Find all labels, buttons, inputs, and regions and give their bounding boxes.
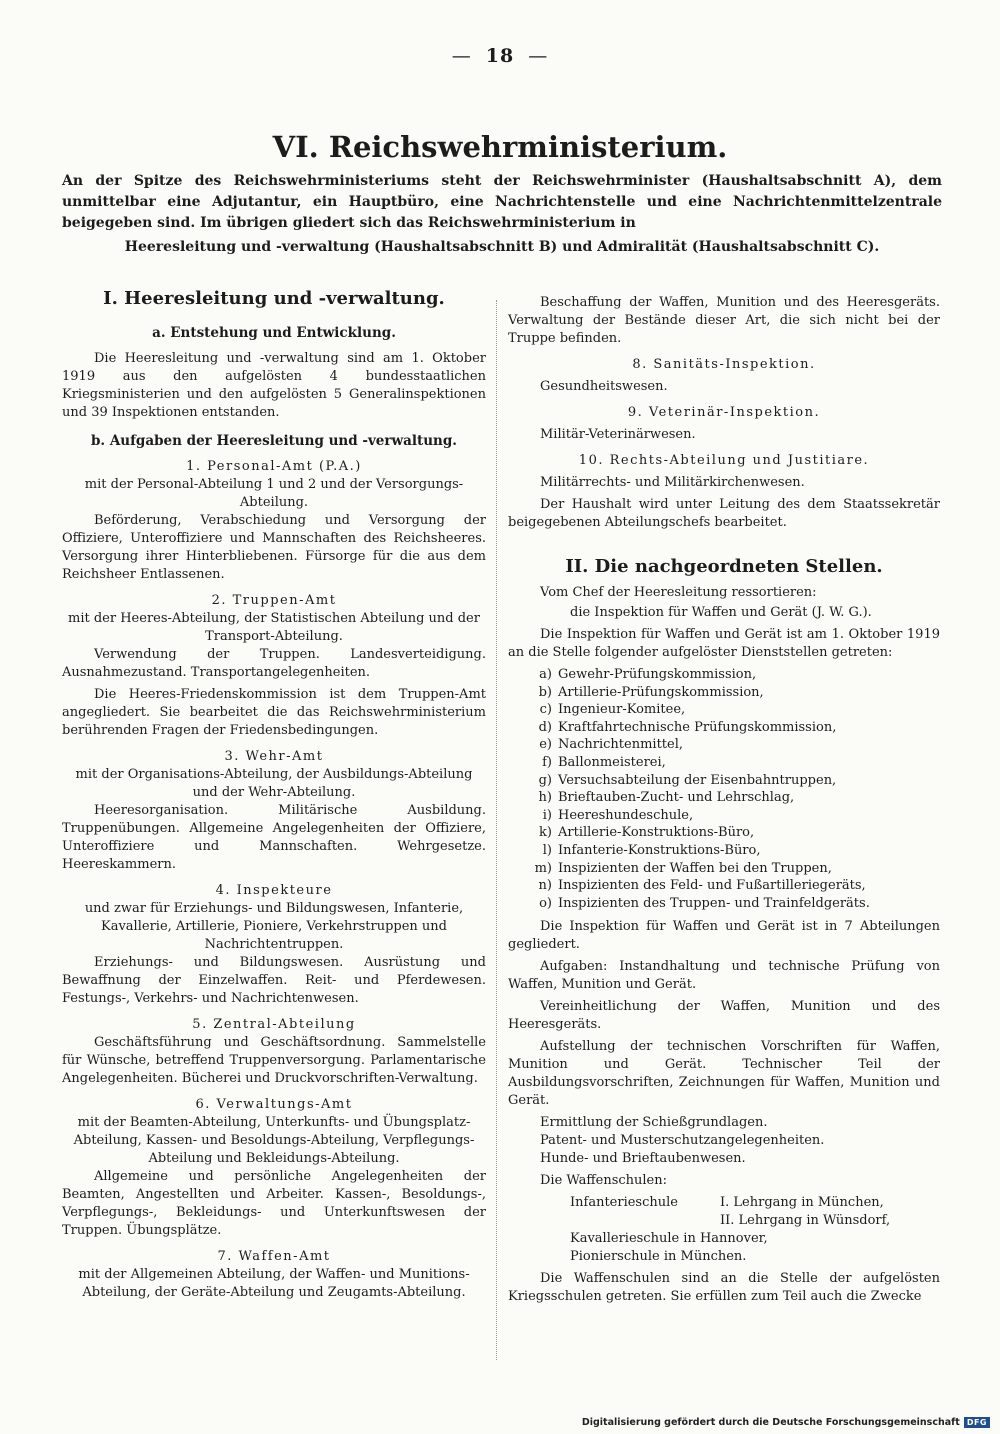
footer-text: Digitalisierung gefördert durch die Deutsche Forschungsgemeinschaft <box>581 1417 960 1428</box>
office-heading: 10. Rechts-Abteilung und Justitiare. <box>578 453 870 468</box>
office-heading: 5. Zentral-Abteilung <box>192 1017 356 1032</box>
right-column <box>508 294 940 1310</box>
list-item: c) Ingenieur-Komitee, <box>539 702 686 718</box>
office-heading: 6. Verwaltungs-Amt <box>195 1097 353 1112</box>
paragraph: Militär-Veterinärwesen. <box>540 427 696 442</box>
paragraph: Patent- und Musterschutzangelegenheiten. <box>540 1133 825 1149</box>
list-item: h) Brieftauben-Zucht- und Lehrschlag, <box>538 790 795 806</box>
office-heading: 8. Sanitäts-Inspektion. <box>632 357 816 372</box>
list-item: d) Kraftfahrtechnische Prüfungskommission, <box>538 719 837 735</box>
paragraph: Die Inspektion für Waffen und Gerät ist am 1. Oktober 1919 an die Stelle folgender aufgelöster Dienststellen getreten: <box>508 627 940 660</box>
page-title: VI. Reichswehrministerium. <box>272 130 728 164</box>
page-number: — 18 — <box>451 45 549 67</box>
paragraph: Erziehungs- und Bildungswesen. Ausrüstung und Bewaffnung der Einzelwaffen. Reit- und Pferdewesen. Festungs-, Verkehrs- und Nachrichtenwesen. <box>62 955 486 1006</box>
office-subline: mit der Beamten-Abteilung, Unterkunfts- und Übungsplatz-Abteilung, Kassen- und Besoldungs-Abteilung, Verpflegungs-Abteilung und Bekleidungs-Abteilung. <box>73 1115 475 1166</box>
section-heading-1: I. Heeresleitung und -verwaltung. <box>103 288 445 309</box>
office-subline: und zwar für Erziehungs- und Bildungswesen, Infanterie, Kavallerie, Artillerie, Pioniere, Verkehrstruppen und Nachrichtentruppen. <box>84 901 464 952</box>
list-item: g) Versuchsabteilung der Eisenbahntruppen, <box>538 772 837 788</box>
paragraph: Allgemeine und persönliche Angelegenheiten der Beamten, Angestellten und Arbeiter. Kassen-, Besoldungs-, Verpflegungs-, Bekleidungs- und Unterkunftswesen der Truppen. Übungsplätze. <box>62 1169 486 1238</box>
list-item: f) Ballonmeisterei, <box>542 754 666 770</box>
office-subline: mit der Personal-Abteilung 1 und 2 und der Versorgungs-Abteilung. <box>84 477 464 510</box>
office-subline: mit der Organisations-Abteilung, der Ausbildungs-Abteilung und der Wehr-Abteilung. <box>75 767 473 800</box>
subheading-b: b. Aufgaben der Heeresleitung und -verwaltung. <box>90 433 458 449</box>
office-heading: 4. Inspekteure <box>215 883 333 898</box>
paragraph: Die Heeres-Friedenskommission ist dem Truppen-Amt angegliedert. Sie bearbeitet die das Reichswehrministerium berührenden Fragen der Friedensbedingungen. <box>62 687 486 738</box>
paragraph: Vereinheitlichung der Waffen, Munition und des Heeresgeräts. <box>508 999 940 1033</box>
office-subline: mit der Allgemeinen Abteilung, der Waffen- und Munitions-Abteilung, der Geräte-Abteilung und Zeugamts-Abteilung. <box>78 1267 470 1300</box>
office-heading: 9. Veterinär-Inspektion. <box>627 405 821 420</box>
paragraph: Der Haushalt wird unter Leitung des dem Staatssekretär beigegebenen Abteilungschefs bearbeitet. <box>508 497 940 530</box>
list-item: n) Inspizienten des Feld- und Fußartilleriegeräts, <box>538 878 866 894</box>
section-heading-2: II. Die nachgeordneten Stellen. <box>565 556 883 577</box>
paragraph: Beschaffung der Waffen, Munition und des Heeresgeräts. Verwaltung der Bestände dieser Art, die sich nicht bei der Truppe befinden. <box>508 295 940 346</box>
office-heading: 2. Truppen-Amt <box>211 593 337 608</box>
paragraph: Beförderung, Verabschiedung und Versorgung der Offiziere, Unteroffiziere und Mannschaften des Reichsheeres. Versorgung ihrer Hinterbliebenen. Fürsorge für die aus dem Reichsheer Entlassenen. <box>62 513 486 582</box>
paragraph: Geschäftsführung und Geschäftsordnung. Sammelstelle für Wünsche, betreffend Truppenversorgung. Parlamentarische Angelegenheiten. Bücherei und Druckvorschriften-Verwaltung. <box>62 1035 486 1086</box>
left-column <box>62 290 486 1302</box>
paragraph: Die Heeresleitung und -verwaltung sind am 1. Oktober 1919 aus den aufgelösten 4 bundesstaatlichen Kriegsministerien und den aufgelösten 5 Generalinspektionen und 39 Inspektionen entstanden. <box>62 351 486 420</box>
paragraph: Vom Chef der Heeresleitung ressortieren: <box>540 585 817 600</box>
paragraph: Aufgaben: Instandhaltung und technische Prüfung von Waffen, Munition und Gerät. <box>508 959 940 993</box>
office-heading: 7. Waffen-Amt <box>217 1249 331 1264</box>
schools-heading: Die Waffenschulen: <box>540 1173 667 1189</box>
list-item: o) Inspizienten des Truppen- und Trainfeldgeräts. <box>539 895 870 911</box>
list-item: Pionierschule in München. <box>570 1249 747 1265</box>
intro-paragraph: An der Spitze des Reichswehrministeriums steht der Reichswehrminister (Haushaltsabschnitt A), dem unmittelbar eine Adjutantur, ein Hauptbüro, eine Nachrichtenstelle und eine Nachrichtenmittelzentrale beigegeben sind. Im übrigen gliedert sich das Reichswehrministerium in <box>62 173 942 231</box>
office-heading: 1. Personal-Amt (P.A.) <box>186 459 362 474</box>
dfg-logo: DFG <box>964 1417 990 1428</box>
paragraph: Militärrechts- und Militärkirchenwesen. <box>540 475 805 490</box>
paragraph: Ermittlung der Schießgrundlagen. <box>540 1115 768 1131</box>
list-item: k) Artillerie-Konstruktions-Büro, <box>539 825 755 841</box>
paragraph: Hunde- und Brieftaubenwesen. <box>540 1151 746 1167</box>
list-item: i) Heereshundeschule, <box>542 807 694 823</box>
page-number-text: 18 <box>485 45 515 67</box>
paragraph: Gesundheitswesen. <box>540 379 668 394</box>
list-item: m) Inspizienten der Waffen bei den Truppen, <box>534 860 832 876</box>
list-item: b) Artillerie-Prüfungskommission, <box>538 684 764 700</box>
list-item: Infanterieschule I. Lehrgang in München, <box>570 1195 884 1211</box>
paragraph: Die Waffenschulen sind an die Stelle der aufgelösten Kriegsschulen getreten. Sie erfüllen zum Teil auch die Zwecke <box>508 1271 940 1305</box>
list-item: Kavallerieschule in Hannover, <box>570 1231 768 1247</box>
paragraph: Aufstellung der technischen Vorschriften für Waffen, Munition und Gerät. Technischer Teil der Ausbildungsvorschriften, Zeichnungen für Waffen, Munition und Gerät. <box>508 1039 940 1109</box>
list-item: a) Gewehr-Prüfungskommission, <box>539 667 757 682</box>
office-subline: mit der Heeres-Abteilung, der Statistischen Abteilung und der Transport-Abteilung. <box>68 611 480 644</box>
digitization-footer <box>582 1417 990 1428</box>
list-item: e) Nachrichtenmittel, <box>539 737 684 753</box>
subheading-a: a. Entstehung und Entwicklung. <box>152 325 396 341</box>
list-item: l) Infanterie-Konstruktions-Büro, <box>542 842 761 858</box>
list-item: II. Lehrgang in Wünsdorf, <box>720 1213 891 1229</box>
column-divider <box>496 300 497 1360</box>
schools-list <box>508 1194 940 1266</box>
paragraph: Die Inspektion für Waffen und Gerät ist in 7 Abteilungen gegliedert. <box>508 919 940 953</box>
paragraph: Verwendung der Truppen. Landesverteidigung. Ausnahmezustand. Transportangelegenheiten. <box>62 647 486 680</box>
dissolved-offices-list <box>508 666 940 912</box>
paragraph: Heeresorganisation. Militärische Ausbildung. Truppenübungen. Allgemeine Angelegenheiten der Offiziere, Unteroffiziere und Mannschaften. Wehrgesetze. Heereskammern. <box>62 803 486 872</box>
intro-last-line: Heeresleitung und -verwaltung (Haushaltsabschnitt B) und Admiralität (Haushaltsabschnitt C). <box>124 239 880 255</box>
office-heading: 3. Wehr-Amt <box>224 749 324 764</box>
paragraph: die Inspektion für Waffen und Gerät (J. W. G.). <box>570 605 872 620</box>
